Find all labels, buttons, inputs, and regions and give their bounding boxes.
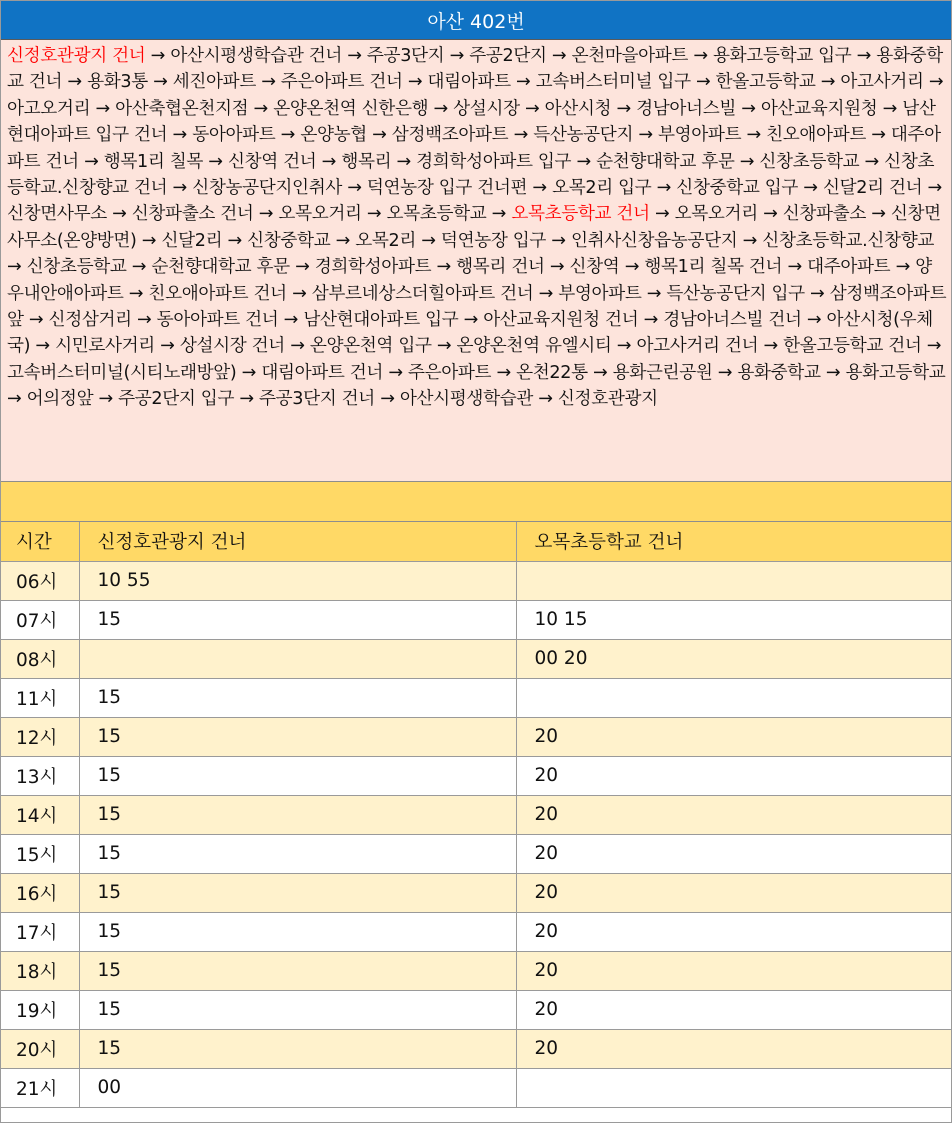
route-arrow: →	[491, 362, 517, 383]
route-stop: 덕연농장 입구 건너편	[366, 178, 528, 199]
route-arrow: →	[383, 362, 408, 383]
route-arrow: →	[93, 389, 119, 410]
route-arrow: →	[289, 257, 315, 278]
route-stop-highlighted: 오목초등학교 건너	[511, 204, 650, 225]
route-arrow: →	[222, 230, 248, 251]
departure-2-cell: 20	[516, 834, 951, 873]
route-stop: 신달2리	[161, 230, 223, 251]
route-arrow: →	[30, 336, 56, 357]
departure-2-cell: 20	[516, 795, 951, 834]
route-stop: 상설시장	[453, 98, 520, 119]
route-stop: 인취사신창읍농공단지	[570, 230, 738, 251]
route-arrow: →	[444, 46, 470, 66]
route-arrow: →	[136, 230, 162, 251]
route-arrow: →	[734, 151, 760, 172]
route-arrow: →	[330, 230, 356, 251]
route-stop: 용화근린공원	[612, 362, 713, 383]
departure-2-cell: 20	[516, 756, 951, 795]
route-arrow: →	[619, 257, 645, 278]
route-arrow: →	[735, 98, 761, 119]
route-stop: 대림아파트 건너	[261, 362, 384, 383]
departure-1-cell: 15	[79, 834, 516, 873]
route-arrow: →	[431, 336, 457, 357]
route-arrow: →	[78, 151, 104, 172]
route-arrow: →	[402, 72, 428, 93]
departure-2-cell: 20	[516, 717, 951, 756]
route-stop: 삼부르네상스더힐아파트 건너	[311, 283, 534, 304]
route-stop: 신창초등학교	[759, 151, 860, 172]
route-arrow: →	[757, 204, 783, 225]
route-arrow: →	[519, 98, 545, 119]
timetable-row	[1, 951, 951, 990]
route-stop: 삼정백조아파트 앞	[7, 283, 947, 331]
route-stop: 주은아파트	[407, 362, 492, 383]
route-stop: 온양온천역 입구	[309, 336, 432, 357]
departure-2-cell	[516, 1068, 951, 1107]
route-arrow: →	[7, 257, 27, 278]
route-arrow: →	[544, 257, 570, 278]
header-hour: 시간	[1, 522, 79, 561]
timetable-row	[1, 756, 951, 795]
route-arrow: →	[690, 72, 716, 93]
route-arrow: →	[147, 72, 173, 93]
route-arrow: →	[123, 283, 149, 304]
route-stop: 한올고등학교 건너	[783, 336, 922, 357]
hour-cell: 12시	[1, 717, 79, 756]
route-stop: 경희학성아파트	[314, 257, 432, 278]
timetable	[1, 522, 951, 1108]
hour-cell: 13시	[1, 756, 79, 795]
route-stop: 시민로사거리	[55, 336, 155, 357]
route-stop: 행목1리 칠목 건너	[644, 257, 783, 278]
route-stop: 신달2리 건너	[822, 178, 923, 199]
departure-2-cell	[516, 561, 951, 600]
route-stop-highlighted: 신정호관광지 건너	[7, 46, 146, 66]
departure-1-cell: 15	[79, 717, 516, 756]
route-arrow: →	[865, 125, 891, 146]
route-stop: 대주아파트	[807, 257, 891, 278]
route-stop: 행목1리 칠목	[103, 151, 204, 172]
route-arrow: →	[533, 389, 558, 410]
departure-2-cell: 00 20	[516, 639, 951, 678]
route-stop: 양우내안애아파트	[7, 257, 932, 304]
departure-2-cell: 20	[516, 873, 951, 912]
route-stop: 주은아파트 건너	[280, 72, 403, 93]
route-stop: 행목리	[341, 151, 392, 172]
route-stop: 신정호관광지	[557, 389, 658, 410]
departure-2-cell: 20	[516, 1029, 951, 1068]
route-arrow: →	[611, 98, 637, 119]
route-stop: 순천향대학교 후문	[151, 257, 290, 278]
route-arrow: →	[278, 310, 304, 331]
route-stop: 신창역	[569, 257, 620, 278]
route-stop: 세진아파트	[172, 72, 256, 93]
route-stop: 대림아파트	[427, 72, 511, 93]
route-stop: 아산축협온천지점	[115, 98, 249, 119]
route-arrow: →	[815, 72, 841, 93]
timetable-row	[1, 639, 951, 678]
route-stop: 신창파출소 건너	[131, 204, 254, 225]
timetable-row	[1, 561, 951, 600]
route-arrow: →	[391, 151, 417, 172]
route-stop: 신창농공단지인취사	[192, 178, 342, 199]
route-arrow: →	[758, 336, 784, 357]
route-arrow: →	[546, 46, 572, 66]
route-stop: 오목오거리	[278, 204, 362, 225]
timetable-row	[1, 600, 951, 639]
route-stop: 온천22통	[516, 362, 588, 383]
route-stop: 순천향대학교 후문	[596, 151, 735, 172]
route-stop: 한올고등학교	[715, 72, 816, 93]
route-stop: 득산농공단지 입구	[666, 283, 805, 304]
route-stop: 오목2리	[355, 230, 417, 251]
timetable-row	[1, 873, 951, 912]
route-arrow: →	[890, 257, 916, 278]
route-arrow: →	[923, 72, 944, 93]
route-arrow: →	[167, 178, 193, 199]
route-arrow: →	[851, 46, 877, 66]
route-stop: 주공2단지	[469, 46, 547, 66]
hour-cell: 20시	[1, 1029, 79, 1068]
route-arrow: →	[712, 362, 738, 383]
route-stop: 용화중학교 건너	[7, 46, 943, 93]
route-stop: 친오애아파트 건너	[148, 283, 287, 304]
departure-1-cell: 15	[79, 1029, 516, 1068]
route-arrow: →	[804, 283, 830, 304]
route-arrow: →	[248, 98, 274, 119]
route-stop: 신창초등학교.신창향교	[762, 230, 934, 251]
route-stop: 신정삼거리	[48, 310, 132, 331]
route-stop: 동아아파트	[192, 125, 276, 146]
route-arrow: →	[510, 72, 536, 93]
route-arrow: →	[737, 230, 763, 251]
route-arrow: →	[649, 204, 675, 225]
route-stop: 용화3통	[87, 72, 148, 93]
hour-cell: 14시	[1, 795, 79, 834]
route-arrow: →	[145, 46, 171, 66]
hour-cell: 21시	[1, 1068, 79, 1107]
route-stop: 온양온천역 신한은행	[273, 98, 429, 119]
page-title: 아산 402번	[1, 1, 951, 40]
route-stop: 신창초등학교	[26, 257, 127, 278]
route-arrow: →	[651, 178, 677, 199]
route-stop: 아고오거리	[7, 98, 91, 119]
route-stop: 오목오거리	[674, 204, 758, 225]
route-stop: 부영아파트	[657, 125, 742, 146]
hour-cell: 11시	[1, 678, 79, 717]
route-stop: 신창역 건너	[227, 151, 317, 172]
route-arrow: →	[234, 389, 259, 410]
route-arrow: →	[275, 125, 301, 146]
departure-1-cell: 15	[79, 600, 516, 639]
route-stop: 아산시청(우체국)	[7, 310, 933, 357]
timetable-row	[1, 990, 951, 1029]
route-arrow: →	[23, 310, 49, 331]
departure-2-cell: 20	[516, 990, 951, 1029]
route-arrow: →	[571, 151, 597, 172]
route-stop: 친오애아파트	[766, 125, 866, 146]
departure-1-cell: 00	[79, 1068, 516, 1107]
route-arrow: →	[533, 283, 559, 304]
route-stop: 부영아파트	[558, 283, 642, 304]
route-arrow: →	[106, 204, 132, 225]
route-arrow: →	[374, 389, 400, 410]
route-arrow: →	[859, 151, 885, 172]
route-stop: 주공3단지	[366, 46, 445, 66]
header-departure-1: 신정호관광지 건너	[79, 522, 516, 561]
route-stop-list	[1, 40, 951, 482]
route-stop: 신창중학교 입구	[676, 178, 799, 199]
route-stop: 아고사거리	[840, 72, 924, 93]
timetable-row	[1, 795, 951, 834]
route-arrow: →	[641, 283, 667, 304]
hour-cell: 19시	[1, 990, 79, 1029]
hour-cell: 16시	[1, 873, 79, 912]
route-stop: 아산교육지원청 건너	[483, 310, 639, 331]
route-arrow: →	[236, 362, 262, 383]
route-arrow: →	[611, 336, 637, 357]
timetable-row	[1, 912, 951, 951]
departure-1-cell: 15	[79, 795, 516, 834]
route-arrow: →	[154, 336, 180, 357]
route-stop: 아산시청	[544, 98, 612, 119]
route-arrow: →	[431, 257, 457, 278]
route-arrow: →	[255, 72, 281, 93]
route-arrow: →	[284, 336, 310, 357]
departure-1-cell: 15	[79, 990, 516, 1029]
route-arrow: →	[638, 310, 664, 331]
route-stop: 오목2리 입구	[552, 178, 652, 199]
route-stop: 신창중학교	[247, 230, 331, 251]
route-arrow: →	[801, 310, 827, 331]
route-stop: 경남아너스빌	[636, 98, 736, 119]
route-arrow: →	[877, 98, 903, 119]
route-arrow: →	[798, 178, 823, 199]
route-arrow: →	[782, 257, 808, 278]
route-stop: 온양농협	[300, 125, 367, 146]
route-stop: 남산현대아파트 입구	[303, 310, 459, 331]
timetable-header-row	[1, 522, 951, 561]
route-stop: 용화고등학교	[845, 362, 946, 383]
route-arrow: →	[286, 283, 312, 304]
route-stop: 아산시평생학습관	[399, 389, 534, 410]
timetable-row	[1, 678, 951, 717]
departure-1-cell: 15	[79, 678, 516, 717]
route-arrow: →	[342, 178, 367, 199]
route-stop: 주공2단지 입구	[118, 389, 235, 410]
route-stop: 상설시장 건너	[179, 336, 285, 357]
route-stop: 온천마을아파트	[571, 46, 689, 66]
route-stop: 경희학성아파트 입구	[416, 151, 572, 172]
departure-2-cell: 20	[516, 912, 951, 951]
route-stop: 아산교육지원청	[760, 98, 878, 119]
hour-cell: 18시	[1, 951, 79, 990]
hour-cell: 17시	[1, 912, 79, 951]
departure-2-cell: 10 15	[516, 600, 951, 639]
hour-cell: 15시	[1, 834, 79, 873]
route-arrow: →	[90, 98, 116, 119]
route-stop: 신창면사무소(온양방면)	[7, 204, 941, 251]
route-arrow: →	[203, 151, 228, 172]
route-arrow: →	[546, 230, 571, 251]
route-arrow: →	[587, 362, 613, 383]
route-stop: 남산현대아파트 입구 건너	[7, 98, 936, 146]
route-stop: 온양온천역 유엘시티	[456, 336, 612, 357]
route-stop: 경남아너스빌 건너	[663, 310, 802, 331]
route-stop: 오목초등학교	[386, 204, 487, 225]
departure-1-cell: 15	[79, 873, 516, 912]
route-stop: 아산시평생학습관 건너	[170, 46, 343, 66]
route-arrow: →	[633, 125, 658, 146]
route-arrow: →	[688, 46, 713, 66]
route-arrow: →	[508, 125, 534, 146]
route-arrow: →	[741, 125, 767, 146]
hour-cell: 06시	[1, 561, 79, 600]
route-stop: 행목리 건너	[456, 257, 545, 278]
hour-cell: 08시	[1, 639, 79, 678]
route-arrow: →	[167, 125, 193, 146]
route-stop: 용화중학교	[737, 362, 821, 383]
route-stop: 대주아파트 건너	[7, 125, 941, 172]
route-stop: 득산농공단지	[533, 125, 634, 146]
route-arrow: →	[428, 98, 454, 119]
route-arrow: →	[416, 230, 441, 251]
route-arrow: →	[366, 125, 392, 146]
timetable-row	[1, 1029, 951, 1068]
header-departure-2: 오목초등학교 건너	[516, 522, 951, 561]
route-arrow: →	[921, 336, 942, 357]
route-arrow: →	[7, 389, 27, 410]
route-stop: 신창초등학교.신창향교 건너	[7, 151, 935, 199]
route-stop: 삼정백조아파트	[391, 125, 509, 146]
route-arrow: →	[62, 72, 88, 93]
route-arrow: →	[865, 204, 891, 225]
route-arrow: →	[486, 204, 512, 225]
departure-2-cell: 20	[516, 951, 951, 990]
route-arrow: →	[458, 310, 484, 331]
route-stop: 아고사거리 건너	[636, 336, 759, 357]
route-stop: 동아아파트 건너	[156, 310, 279, 331]
route-stop: 신창면사무소	[7, 204, 107, 225]
route-stop: 고속버스터미널 입구	[535, 72, 691, 93]
route-arrow: →	[131, 310, 157, 331]
route-arrow: →	[361, 204, 387, 225]
route-stop: 어의정앞	[26, 389, 94, 410]
departure-1-cell: 15	[79, 951, 516, 990]
route-stop: 덕연농장 입구	[440, 230, 547, 251]
departure-1-cell	[79, 639, 516, 678]
route-arrow: →	[253, 204, 279, 225]
route-stop: 신창파출소	[782, 204, 866, 225]
route-arrow: →	[316, 151, 342, 172]
section-divider-bar	[1, 482, 951, 522]
route-stop: 용화고등학교 입구	[712, 46, 852, 66]
route-stop: 고속버스터미널(시티노래방앞)	[7, 362, 237, 383]
hour-cell: 07시	[1, 600, 79, 639]
route-stop: 주공3단지 건너	[258, 389, 375, 410]
departure-1-cell: 15	[79, 912, 516, 951]
timetable-row	[1, 834, 951, 873]
route-arrow: →	[922, 178, 942, 199]
departure-2-cell	[516, 678, 951, 717]
route-arrow: →	[126, 257, 152, 278]
route-arrow: →	[342, 46, 367, 66]
departure-1-cell: 15	[79, 756, 516, 795]
route-arrow: →	[527, 178, 553, 199]
timetable-row	[1, 1068, 951, 1107]
departure-1-cell: 10 55	[79, 561, 516, 600]
timetable-row	[1, 717, 951, 756]
route-arrow: →	[820, 362, 846, 383]
